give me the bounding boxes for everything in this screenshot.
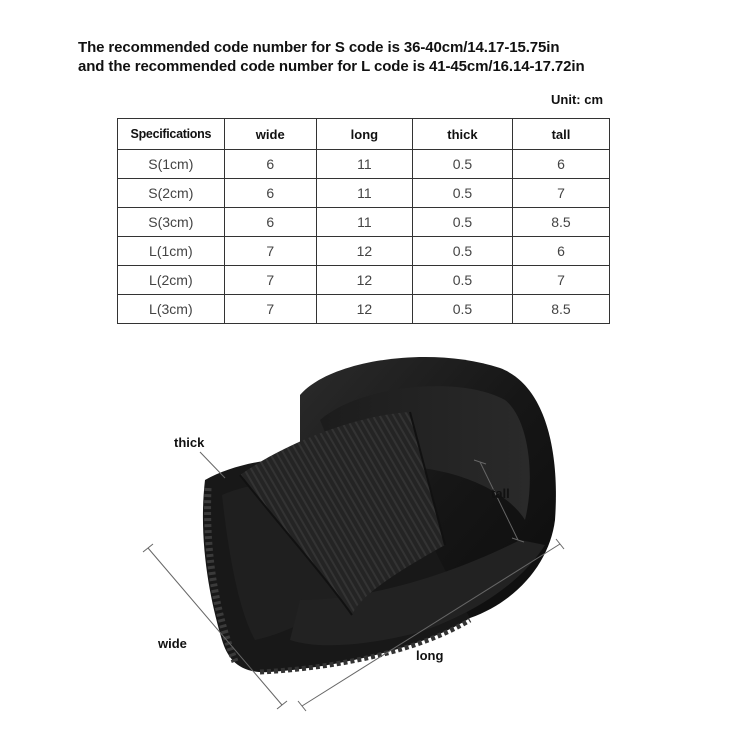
cell-spec: S(3cm) [118,208,225,237]
cell-long: 12 [316,237,412,266]
cell-long: 11 [316,150,412,179]
cell-wide: 6 [224,179,316,208]
cell-spec: L(3cm) [118,295,225,324]
header-tall: tall [512,119,609,150]
cell-long: 11 [316,208,412,237]
recommendation-line-1: The recommended code number for S code is 36-40cm/14.17-15.75in [78,39,560,56]
header-specifications: Specifications [118,119,225,150]
cell-thick: 0.5 [412,295,512,324]
dimension-label-long: long [416,648,444,663]
thick-measure-line [200,452,225,478]
cell-wide: 7 [224,266,316,295]
dimension-label-wide: wide [158,636,187,651]
header-wide: wide [224,119,316,150]
cell-spec: S(1cm) [118,150,225,179]
cell-thick: 0.5 [412,266,512,295]
wide-tick-bottom [277,701,287,709]
cell-spec: L(1cm) [118,237,225,266]
cell-wide: 7 [224,295,316,324]
cell-wide: 6 [224,150,316,179]
cell-long: 12 [316,266,412,295]
cell-thick: 0.5 [412,237,512,266]
long-tick-left [298,701,306,711]
header-long: long [316,119,412,150]
cell-wide: 7 [224,237,316,266]
cell-tall: 6 [512,237,609,266]
cell-wide: 6 [224,208,316,237]
cell-spec: S(2cm) [118,179,225,208]
cell-thick: 0.5 [412,150,512,179]
long-tick-right [556,539,564,549]
cell-tall: 6 [512,150,609,179]
dimension-label-tall: tall [491,486,510,501]
cell-tall: 8.5 [512,208,609,237]
unit-label: Unit: cm [551,92,603,107]
cell-thick: 0.5 [412,208,512,237]
recommendation-line-2: and the recommended code number for L code is 41-45cm/16.14-17.72in [78,58,585,75]
cell-long: 11 [316,179,412,208]
dimension-label-thick: thick [174,435,205,450]
cell-tall: 7 [512,266,609,295]
cell-tall: 7 [512,179,609,208]
header-thick: thick [412,119,512,150]
cell-tall: 8.5 [512,295,609,324]
cell-long: 12 [316,295,412,324]
cell-thick: 0.5 [412,179,512,208]
wide-tick-top [143,544,153,552]
cell-spec: L(2cm) [118,266,225,295]
